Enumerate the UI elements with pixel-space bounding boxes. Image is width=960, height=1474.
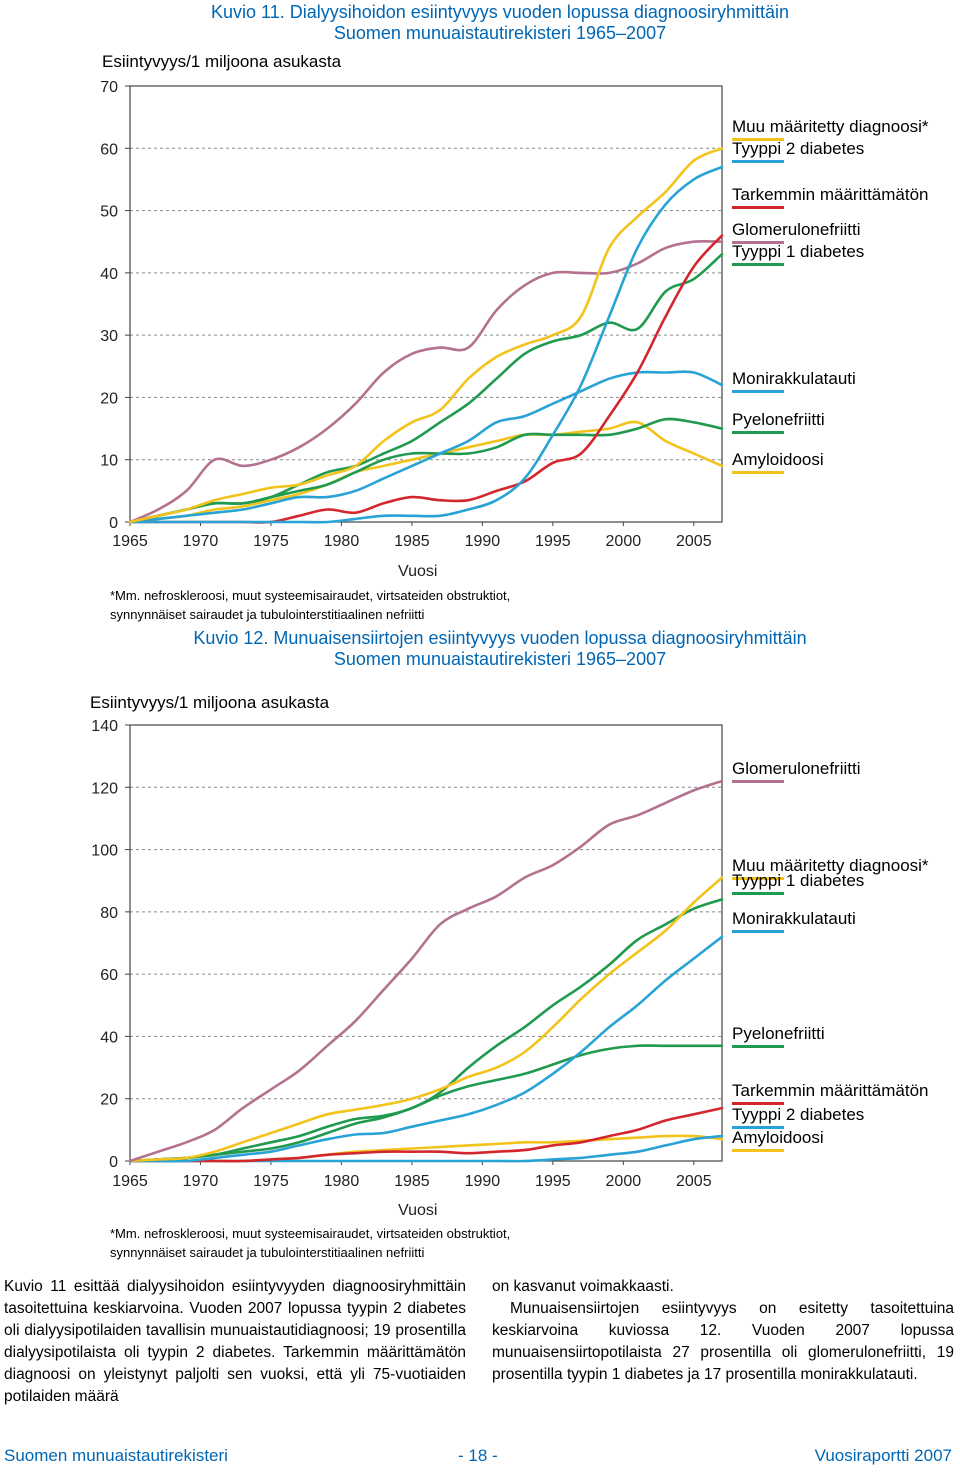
right-paragraph-2: Munuaisensiirtojen esiintyvyys on esitetty tasoitettuina keskiarvoina kuviossa 12. Vuoden 2007 lopussa munuaisensiirtopotilaista 27 prosentilla oli glomerulonefriitti, 19 prosentilla tyypin 1 diabetes ja 17 prosentilla monirakkulatauti. [492,1300,954,1383]
chart1-ytick-label: 30 [100,328,118,346]
chart2-ytick-label: 20 [100,1091,118,1109]
chart2-legend-label: Amyloidoosi [732,1128,824,1148]
chart2-ytick-label: 140 [91,718,118,735]
chart1-ytick-label: 20 [100,390,118,408]
chart1-legend-label: Glomerulonefriitti [732,219,861,239]
chart1-ytick-label: 0 [109,515,118,532]
chart1-xtick-label: 1965 [112,533,148,550]
chart1-legend-label: Amyloidoosi [732,450,824,470]
chart2-series-line [130,1046,722,1161]
left-paragraph: Kuvio 11 esittää dialyysihoidon esiintyvyyden diagnoosiryhmittäin tasoitettuina keskiarvoina. Vuoden 2007 lopussa tyypin 2 diabetes oli dialyysipotilaiden tavallisin munuaistautidiagnoosi; 19 prosentilla dialyysipotilaista oli tyypin 2 diabetes. Tarkemmin määrittämätön diagnoosi on yleistynyt paljolti sen vuoksi, että yli 75-vuotiaiden potilaiden määrä [4,1278,466,1405]
chart1-legend-label: Tyyppi 2 diabetes [732,138,865,158]
body-text-right [492,1276,954,1386]
right-paragraph-1: on kasvanut voimakkaasti. [492,1278,674,1295]
chart2-ytick-label: 80 [100,904,118,922]
footer-left: Suomen munuaistautirekisteri [4,1446,228,1465]
chart2-series-line [130,878,722,1161]
chart2-ytick-label: 100 [91,842,118,860]
chart1-legend-label: Muu määritetty diagnoosi* [732,116,929,136]
chart2-xtick-label: 1980 [323,1173,360,1190]
chart2-footnote-line1: *Mm. nefroskleroosi, muut systeemisairaudet, virtsateiden obstruktiot, [110,1226,511,1241]
chart2-legend-swatch [732,1149,784,1152]
chart1-legend-label: Monirakkulatauti [732,369,856,389]
footer-right: Vuosiraportti 2007 [814,1446,952,1465]
chart2-ytick-label: 120 [91,780,118,798]
chart1-legend-label: Tarkemmin määrittämätön [732,185,929,205]
chart2-xtick-label: 1975 [253,1173,289,1190]
chart2-xlabel: Vuosi [398,1202,438,1219]
chart2-caption-line1: Kuvio 12. Munuaisensiirtojen esiintyvyys vuoden lopussa diagnoosiryhmittäin [193,628,807,648]
body-text-left [4,1276,466,1408]
chart2-legend-label: Glomerulonefriitti [732,759,861,779]
chart1-xtick-label: 1975 [253,533,289,550]
chart2-xtick-label: 1985 [394,1173,430,1190]
chart1-ylabel: Esiintyvyys/1 miljoona asukasta [102,52,342,71]
chart2-xtick-label: 1965 [112,1173,148,1190]
chart2-xtick-label: 1995 [535,1173,571,1190]
chart1-ytick-label: 70 [100,79,118,96]
chart2-ytick-label: 40 [100,1029,118,1047]
chart1-caption-line2: Suomen munuaistautirekisteri 1965–2007 [333,23,667,43]
chart2-series-line [130,781,722,1161]
chart2-ytick-label: 0 [109,1154,118,1171]
footer-page-number: - 18 - [458,1446,498,1465]
chart1-ytick-label: 40 [100,265,118,283]
chart1-footnote-line2: synnynnäiset sairaudet ja tubulointerstitiaalinen nefriitti [110,607,425,622]
chart2-legend-label: Tyyppi 1 diabetes [732,871,865,891]
chart2-legend-swatch [732,892,784,895]
chart2-ylabel: Esiintyvyys/1 miljoona asukasta [90,693,330,712]
chart1-xtick-label: 1990 [464,533,501,550]
chart2-ytick-label: 60 [100,967,118,985]
chart1-ytick-label: 50 [100,203,118,221]
chart2-legend-label: Pyelonefriitti [732,1023,825,1043]
chart2-legend-swatch [732,930,784,933]
chart2-footnote-line2: synnynnäiset sairaudet ja tubulointerstitiaalinen nefriitti [110,1245,425,1260]
chart2-xtick-label: 1970 [182,1173,219,1190]
chart2-legend-swatch [732,780,784,783]
chart1-legend-label: Tyyppi 1 diabetes [732,241,865,261]
chart2-legend-swatch [732,1045,784,1048]
chart2-xtick-label: 2000 [605,1173,642,1190]
chart1-xtick-label: 1985 [394,533,430,550]
chart1-xtick-label: 1980 [323,533,360,550]
chart1-xtick-label: 2000 [605,533,642,550]
chart2-xtick-label: 1990 [464,1173,501,1190]
chart2-legend-label: Tarkemmin määrittämätön [732,1081,929,1101]
chart2-caption-line2: Suomen munuaistautirekisteri 1965–2007 [333,649,667,669]
chart2-legend-label: Tyyppi 2 diabetes [732,1104,865,1124]
chart1-xlabel: Vuosi [398,563,438,580]
chart1-ytick-label: 60 [100,141,118,159]
chart1-xtick-label: 2005 [676,533,712,550]
chart1-xtick-label: 1970 [182,533,219,550]
chart1-footnote-line1: *Mm. nefroskleroosi, muut systeemisairaudet, virtsateiden obstruktiot, [110,588,511,603]
chart2-xtick-label: 2005 [676,1173,712,1190]
chart1-ytick-label: 10 [100,452,118,470]
chart2-legend-label: Muu määritetty diagnoosi* [732,855,929,875]
chart1-xtick-label: 1995 [535,533,571,550]
chart1-legend-label: Pyelonefriitti [732,409,825,429]
chart2-footnote [110,1224,630,1262]
chart1-caption-line1: Kuvio 11. Dialyysihoidon esiintyvyys vuoden lopussa diagnoosiryhmittäin [211,2,789,22]
chart2-legend-label: Monirakkulatauti [732,908,856,928]
